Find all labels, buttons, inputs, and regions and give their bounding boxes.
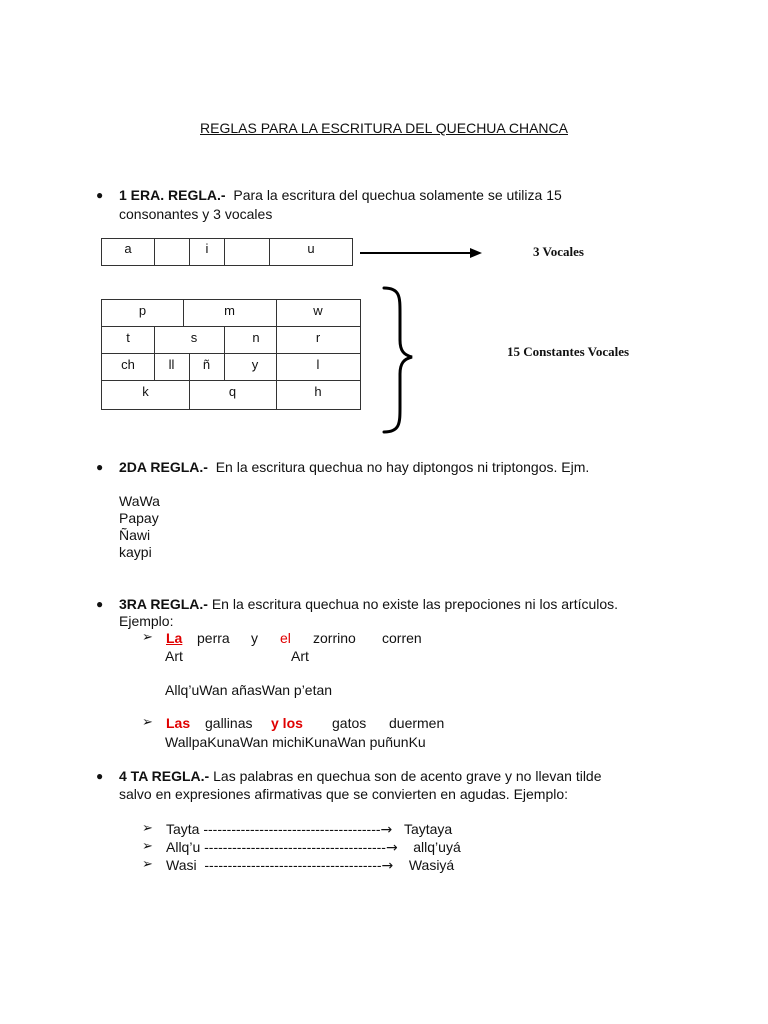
- arrow-bullet-icon: ➢: [142, 821, 153, 836]
- example-word: gatos: [332, 715, 367, 731]
- curly-brace-icon: [378, 285, 418, 435]
- rule3-line1: [119, 596, 618, 612]
- right-arrow-icon: →: [381, 858, 394, 874]
- consonant-cell: s: [190, 330, 198, 345]
- example-result: Wasiyá: [408, 857, 455, 873]
- consonant-cell: l: [316, 357, 320, 372]
- empty-cell: [225, 239, 270, 266]
- example-word: gallinas: [205, 715, 253, 731]
- consonant-cell: ñ: [202, 357, 211, 372]
- example-word: duermen: [389, 715, 445, 731]
- consonant-cell: h: [314, 384, 322, 399]
- rule4-example: [166, 839, 461, 856]
- rule4-text-line2: salvo en expresiones afirmativas que se convierten en agudas. Ejemplo:: [119, 786, 569, 802]
- bullet-icon: ●: [96, 188, 104, 202]
- right-arrow-icon: →: [385, 840, 398, 856]
- arrow-bullet-icon: ➢: [142, 630, 153, 645]
- rule1-label: 1 ERA. REGLA.-: [119, 187, 226, 203]
- rule4-text-line1: Las palabras en quechua son de acento grave y no llevan tilde: [213, 768, 602, 784]
- rule2-example: WaWa: [119, 493, 160, 509]
- consonant-cell: n: [252, 330, 260, 345]
- consonant-cell: k: [142, 384, 149, 399]
- example-word: Tayta: [166, 821, 200, 837]
- consonant-cell: r: [315, 330, 321, 345]
- arrow-bullet-icon: ➢: [142, 839, 153, 854]
- vowel-cell: u: [270, 239, 353, 266]
- consonant-cell: q: [228, 384, 237, 399]
- right-arrow-icon: [358, 246, 484, 260]
- consonant-cell: ch: [121, 357, 135, 372]
- consonant-cell: t: [126, 330, 130, 345]
- vowel-cell: a: [102, 239, 155, 266]
- rule3-translation: WallpaKunaWan michiKunaWan puñunKu: [165, 734, 426, 750]
- vowels-table: [101, 238, 353, 266]
- rule3-text-line2: Ejemplo:: [119, 613, 174, 629]
- rule1-text-line2: consonantes y 3 vocales: [119, 206, 273, 222]
- rule4-line1: [119, 768, 602, 784]
- rule4-label: 4 TA REGLA.-: [119, 768, 210, 784]
- rule3-text-line1: En la escritura quechua no existe las prepociones ni los artículos.: [211, 596, 619, 612]
- consonant-cell: w: [313, 303, 323, 318]
- dashes: --------------------------------------: [204, 857, 382, 873]
- consonant-cell: m: [224, 303, 235, 318]
- consonant-cell: p: [138, 303, 147, 318]
- example-word: Wasi: [166, 857, 197, 873]
- article-word: el: [280, 630, 291, 646]
- rule2-text: En la escritura quechua no hay diptongos ni triptongos. Ejm.: [215, 459, 590, 475]
- rule2-example: Papay: [119, 510, 159, 526]
- rule2-example: kaypi: [119, 544, 152, 560]
- article-word: y los: [271, 715, 303, 731]
- vowel-cell: i: [190, 239, 225, 266]
- rule4-example: [166, 857, 454, 874]
- page-title: REGLAS PARA LA ESCRITURA DEL QUECHUA CHANCA: [200, 120, 568, 136]
- article-label: Art: [165, 648, 183, 664]
- consonant-cell: ll: [168, 357, 175, 372]
- bullet-icon: ●: [96, 597, 104, 611]
- consonants-caption: 15 Constantes Vocales: [507, 344, 630, 359]
- rule3-label: 3RA REGLA.-: [119, 596, 208, 612]
- rule2-line: [119, 459, 589, 475]
- rule4-example: [166, 821, 452, 838]
- vowels-caption: 3 Vocales: [533, 244, 584, 259]
- article-label: Art: [291, 648, 309, 664]
- consonant-cell: y: [251, 357, 259, 372]
- bullet-icon: ●: [96, 769, 104, 783]
- bullet-icon: ●: [96, 460, 104, 474]
- dashes: --------------------------------------: [203, 821, 381, 837]
- example-result: allq’uyá: [413, 839, 461, 855]
- example-word: Allq’u: [166, 839, 201, 855]
- rule2-label: 2DA REGLA.-: [119, 459, 208, 475]
- right-arrow-icon: →: [380, 822, 393, 838]
- dashes: ---------------------------------------: [204, 839, 386, 855]
- article-word: Las: [166, 715, 191, 731]
- consonants-table: [101, 299, 361, 410]
- example-result: Taytaya: [403, 821, 453, 837]
- example-word: corren: [382, 630, 422, 646]
- arrow-bullet-icon: ➢: [142, 715, 153, 730]
- rule3-translation: Allq’uWan añasWan p’etan: [165, 682, 333, 698]
- rule2-example: Ñawi: [119, 527, 151, 543]
- empty-cell: [155, 239, 190, 266]
- arrow-bullet-icon: ➢: [142, 857, 153, 872]
- example-word: zorrino: [313, 630, 356, 646]
- article-word: La: [166, 630, 183, 646]
- rule1-line1: [119, 187, 562, 203]
- rule1-text-line1: Para la escritura del quechua solamente se utiliza 15: [233, 187, 562, 203]
- example-word: perra: [197, 630, 230, 646]
- example-word: y: [251, 630, 258, 646]
